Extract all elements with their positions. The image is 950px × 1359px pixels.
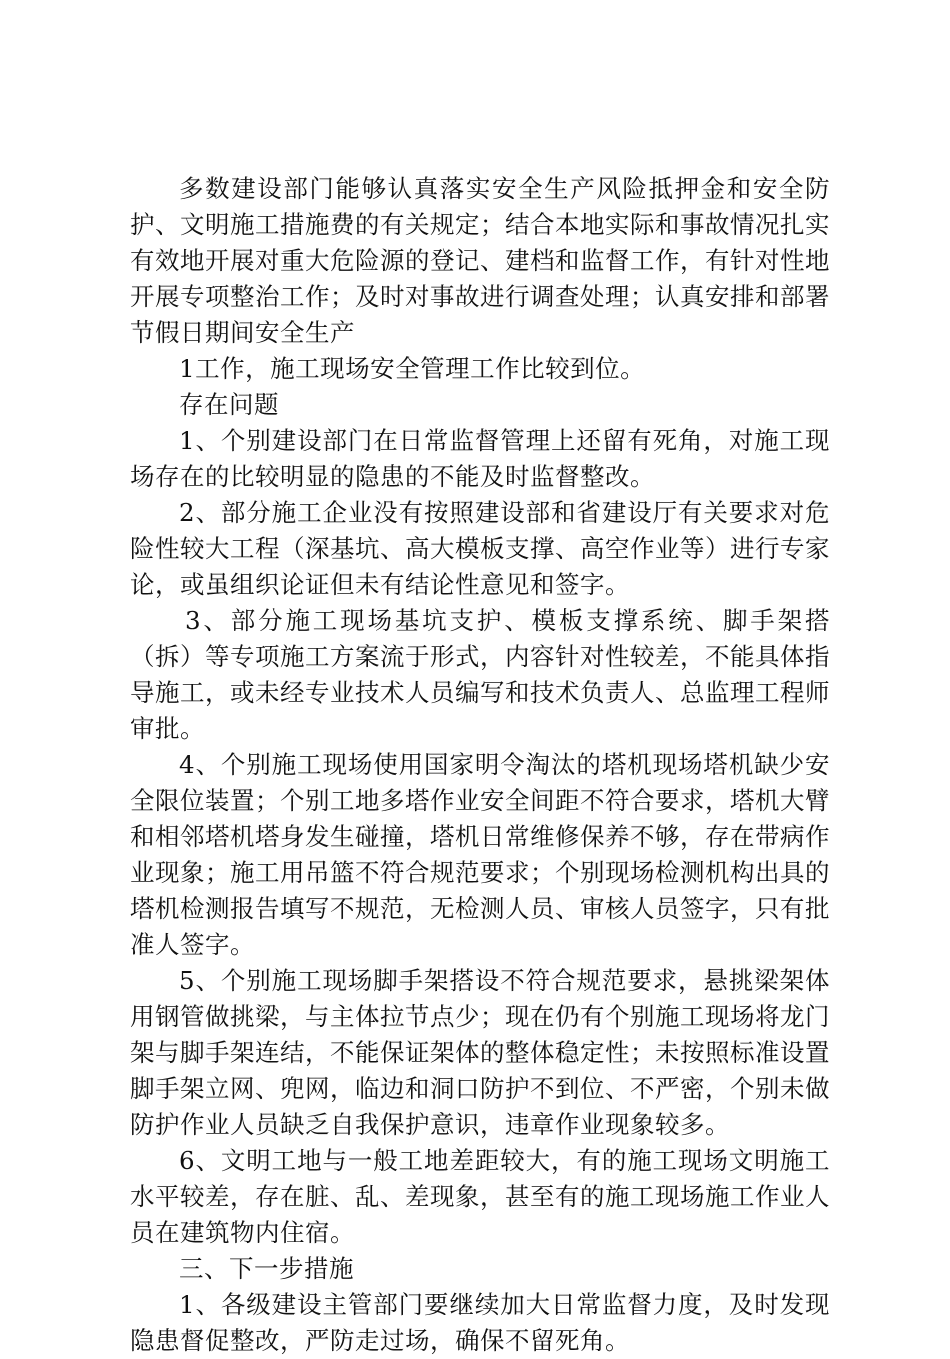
document-body — [130, 171, 830, 1359]
paragraph-problem-4: 4、个别施工现场使用国家明令淘汰的塔机现场塔机缺少安全限位装置；个别工地多塔作业安全间距不符合要求，塔机大臂和相邻塔机塔身发生碰撞，塔机日常维修保养不够，存在带病作业现象；施工用吊篮不符合规范要求；个别现场检测机构出具的塔机检测报告填写不规范，无检测人员、审核人员签字，只有批准人签字。 — [130, 750, 830, 959]
paragraph-problem-5: 5、个别施工现场脚手架搭设不符合规范要求，悬挑梁架体用钢管做挑梁，与主体拉节点少；现在仍有个别施工现场将龙门架与脚手架连结，不能保证架体的整体稳定性；未按照标准设置脚手架立网、兜网，临边和洞口防护不到位、不严密，个别未做防护作业人员缺乏自我保护意识，违章作业现象较多。 — [130, 966, 830, 1139]
paragraph-problem-6: 6、文明工地与一般工地差距较大，有的施工现场文明施工水平较差，存在脏、乱、差现象，甚至有的施工现场施工作业人员在建筑物内住宿。 — [130, 1146, 830, 1247]
paragraph-problem-2: 2、部分施工企业没有按照建设部和省建设厅有关要求对危险性较大工程（深基坑、高大模板支撑、高空作业等）进行专家论，或虽组织论证但未有结论性意见和签字。 — [130, 498, 830, 599]
paragraph-problem-3: 3、部分施工现场基坑支护、模板支撑系统、脚手架搭（拆）等专项施工方案流于形式，内容针对性较差，不能具体指导施工，或未经专业技术人员编写和技术负责人、总监理工程师审批。 — [130, 606, 830, 743]
section-heading-problems: 存在问题 — [179, 390, 279, 419]
paragraph-measure-1: 1、各级建设主管部门要继续加大日常监督力度，及时发现隐患督促整改，严防走过场，确保不留死角。 — [130, 1290, 830, 1355]
section-heading-next-steps: 三、下一步措施 — [179, 1254, 354, 1283]
paragraph-problem-1: 1、个别建设部门在日常监督管理上还留有死角，对施工现场存在的比较明显的隐患的不能及时监督整改。 — [130, 426, 830, 491]
paragraph-intro: 多数建设部门能够认真落实安全生产风险抵押金和安全防护、文明施工措施费的有关规定；结合本地实际和事故情况扎实有效地开展对重大危险源的登记、建档和监督工作，有针对性地开展专项整治工作；及时对事故进行调查处理；认真安排和部署节假日期间安全生产 — [130, 174, 830, 347]
paragraph-work-summary: 1工作，施工现场安全管理工作比较到位。 — [179, 354, 646, 383]
